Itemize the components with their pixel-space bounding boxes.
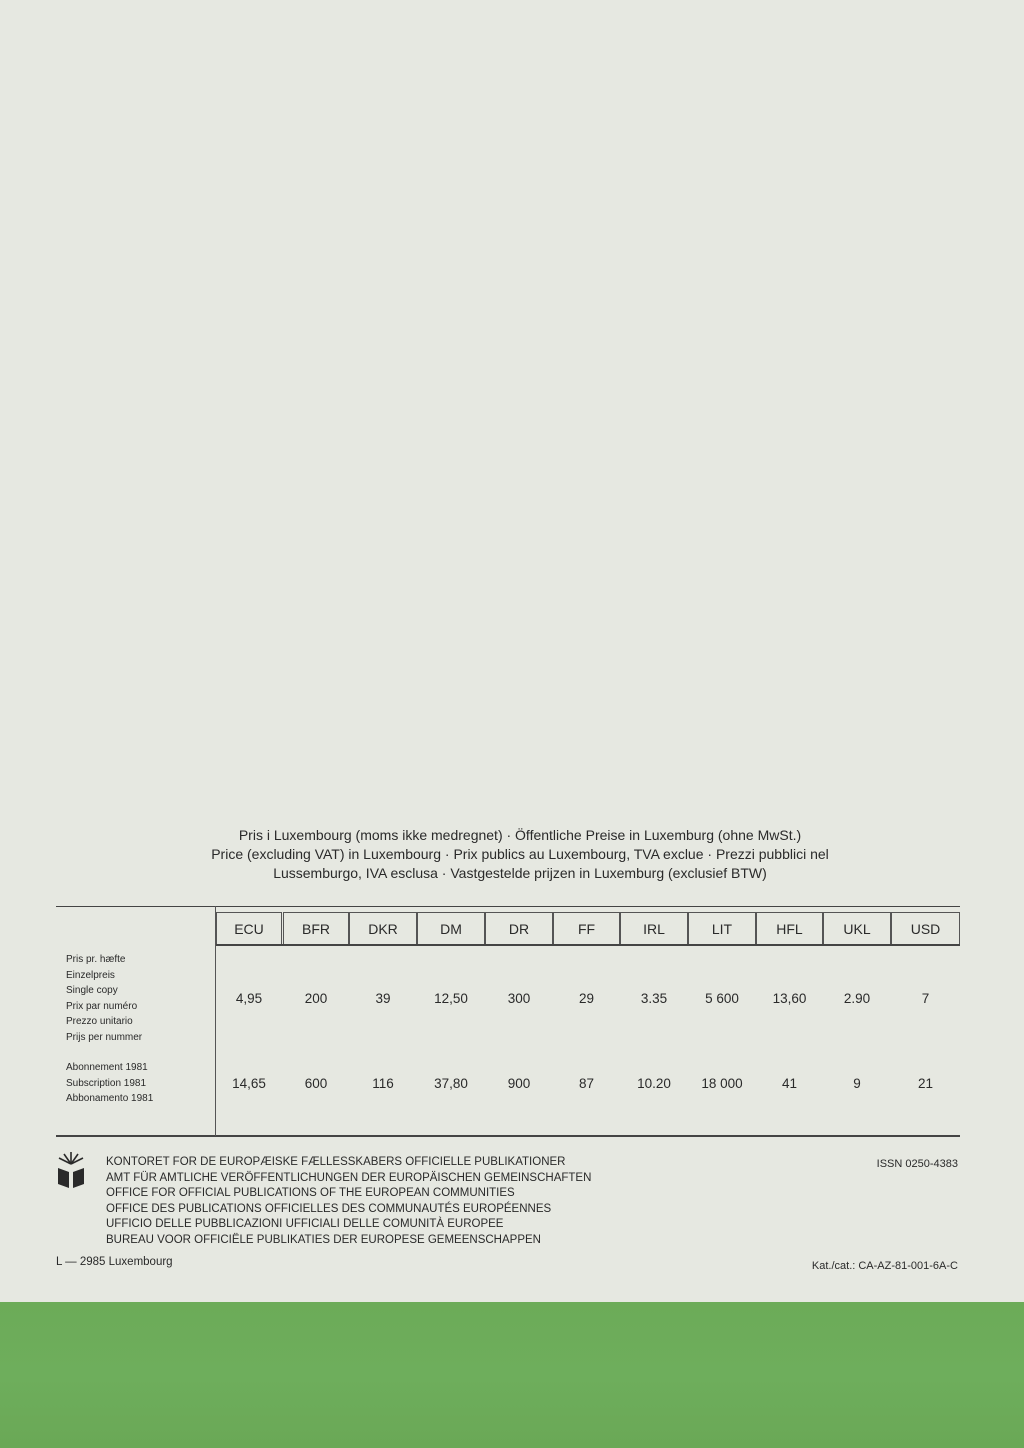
currency-header-hfl: HFL [756, 912, 823, 944]
publisher-line-it: UFFICIO DELLE PUBBLICAZIONI UFFICIALI DELLE COMUNITÀ EUROPEE [106, 1218, 504, 1230]
publisher-block [106, 1155, 591, 1248]
heading-line-1: Pris i Luxembourg (moms ikke medregnet) · Öffentliche Preise in Luxemburg (ohne MwSt.) [238, 827, 802, 843]
currency-header-usd: USD [891, 912, 960, 944]
currency-header-irl: IRL [620, 912, 688, 944]
label-prijs: Prijs per nummer [66, 1031, 143, 1043]
currency-header-ukl: UKL [823, 912, 891, 944]
subscription-price-lit: 18 000 [701, 1076, 743, 1091]
subscription-price-ecu: 14,65 [232, 1076, 266, 1091]
label-prezzo: Prezzo unitario [66, 1016, 133, 1027]
single-copy-price-ecu: 4,95 [235, 991, 263, 1006]
address: L — 2985 Luxembourg [56, 1256, 173, 1268]
label-single-copy: Single copy [66, 985, 118, 996]
single-copy-price-lit: 5 600 [705, 991, 739, 1006]
publisher-line-fr: OFFICE DES PUBLICATIONS OFFICIELLES DES COMMUNAUTÉS EUROPÉENNES [106, 1202, 552, 1215]
single-copy-price-dm: 12,50 [434, 991, 468, 1006]
label-abonnement: Abonnement 1981 [66, 1062, 148, 1073]
issn: ISSN 0250-4383 [876, 1158, 958, 1170]
subscription-price-dkr: 116 [372, 1076, 394, 1091]
subscription-price-dm: 37,80 [434, 1076, 468, 1091]
heading-line-3: Lussemburgo, IVA esclusa · Vastgestelde prijzen in Luxemburg (exclusief BTW) [273, 865, 767, 881]
subscription-price-ff: 87 [578, 1076, 595, 1091]
currency-header-ff: FF [553, 912, 620, 944]
single-copy-price-hfl: 13,60 [772, 991, 807, 1006]
publisher-line-da: KONTORET FOR DE EUROPÆISKE FÆLLESSKABERS OFFICIELLE PUBLIKATIONER [106, 1156, 566, 1168]
green-band [0, 1302, 1024, 1448]
currency-header-dkr: DKR [349, 912, 417, 944]
publisher-line-de: AMT FÜR AMTLICHE VERÖFFENTLICHUNGEN DER EUROPÄISCHEN GEMEINSCHAFTEN [106, 1171, 592, 1184]
publisher-line-en: OFFICE FOR OFFICIAL PUBLICATIONS OF THE EUROPEAN COMMUNITIES [106, 1187, 515, 1199]
subscription-labels [66, 1060, 153, 1107]
single-copy-price-ff: 29 [578, 991, 595, 1006]
subscription-price-bfr: 600 [304, 1076, 328, 1091]
label-pris: Pris pr. hæfte [66, 954, 126, 965]
subscription-price-irl: 10.20 [637, 1076, 671, 1091]
subscription-price-dr: 900 [507, 1076, 531, 1091]
publisher-line-nl: BUREAU VOOR OFFICIËLE PUBLIKATIES DER EUROPESE GEMEENSCHAPPEN [106, 1233, 541, 1246]
publications-office-logo-icon [56, 1150, 86, 1190]
label-abbonamento: Abbonamento 1981 [66, 1093, 154, 1104]
table-bottom-rule [56, 1135, 960, 1137]
currency-header-dr: DR [485, 912, 553, 944]
single-copy-price-usd: 7 [921, 991, 930, 1006]
single-copy-labels [66, 952, 142, 1045]
currency-header-bfr: BFR [283, 912, 349, 944]
single-copy-price-dr: 300 [507, 991, 531, 1006]
price-heading [140, 826, 900, 883]
currency-header-lit: LIT [688, 912, 756, 944]
table-top-rule [56, 906, 960, 907]
subscription-price-hfl: 41 [781, 1076, 798, 1091]
heading-line-2: Price (excluding VAT) in Luxembourg · Prix publics au Luxembourg, TVA exclue · Prezzi pubblici nel [211, 846, 829, 862]
currency-header-dm: DM [417, 912, 485, 944]
label-subscription: Subscription 1981 [66, 1077, 147, 1089]
table-header-rule [216, 944, 960, 946]
single-copy-price-ukl: 2.90 [843, 991, 871, 1006]
catalogue-number: Kat./cat.: CA-AZ-81-001-6A-C [811, 1260, 958, 1272]
subscription-price-ukl: 9 [853, 1076, 861, 1091]
label-prix: Prix par numéro [66, 1000, 138, 1012]
currency-header-ecu: ECU [216, 912, 282, 944]
subscription-price-usd: 21 [917, 1076, 934, 1091]
single-copy-price-bfr: 200 [304, 991, 328, 1006]
single-copy-price-irl: 3.35 [640, 991, 668, 1006]
single-copy-price-dkr: 39 [375, 991, 391, 1006]
label-einzelpreis: Einzelpreis [66, 969, 115, 981]
